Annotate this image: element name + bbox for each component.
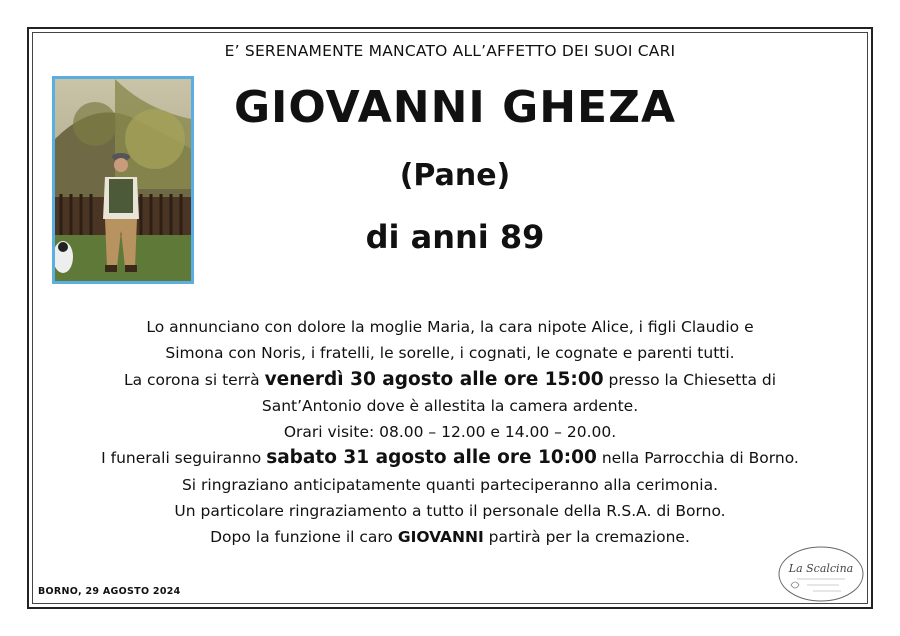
funeral-home-logo (777, 545, 865, 603)
announcement-body (30, 314, 870, 551)
body-line: La corona si terrà venerdì 30 agosto alle ore 15:00 presso la Chiesetta di (123, 368, 777, 390)
portrait-photo (52, 76, 194, 284)
place-and-date: BORNO, 29 AGOSTO 2024 (38, 586, 181, 597)
body-line: Lo annunciano con dolore la moglie Maria, la cara nipote Alice, i figli Claudio e (146, 318, 754, 336)
body-line: Dopo la funzione il caro GIOVANNI partirà per la cremazione. (210, 528, 690, 547)
deceased-name: GIOVANNI GHEZA (233, 82, 677, 133)
svg-text:La Scalcina: La Scalcina (788, 562, 854, 575)
announcement-header: E’ SERENAMENTE MANCATO ALL’AFFETTO DEI SUOI CARI (224, 42, 676, 60)
nickname: (Pane) (399, 158, 511, 193)
age: di anni 89 (365, 218, 545, 256)
body-line: I funerali seguiranno sabato 31 agosto alle ore 10:00 nella Parrocchia di Borno. (101, 447, 799, 469)
body-line: Si ringraziano anticipatamente quanti parteciperanno alla cerimonia. (181, 475, 719, 494)
body-line: Orari visite: 08.00 – 12.00 e 14.00 – 20.00. (283, 423, 617, 442)
body-line: Un particolare ringraziamento a tutto il personale della R.S.A. di Borno. (174, 502, 726, 521)
body-line: Simona con Noris, i fratelli, le sorelle, i cognati, le cognate e parenti tutti. (165, 344, 735, 363)
body-line: Sant’Antonio dove è allestita la camera ardente. (261, 396, 639, 415)
